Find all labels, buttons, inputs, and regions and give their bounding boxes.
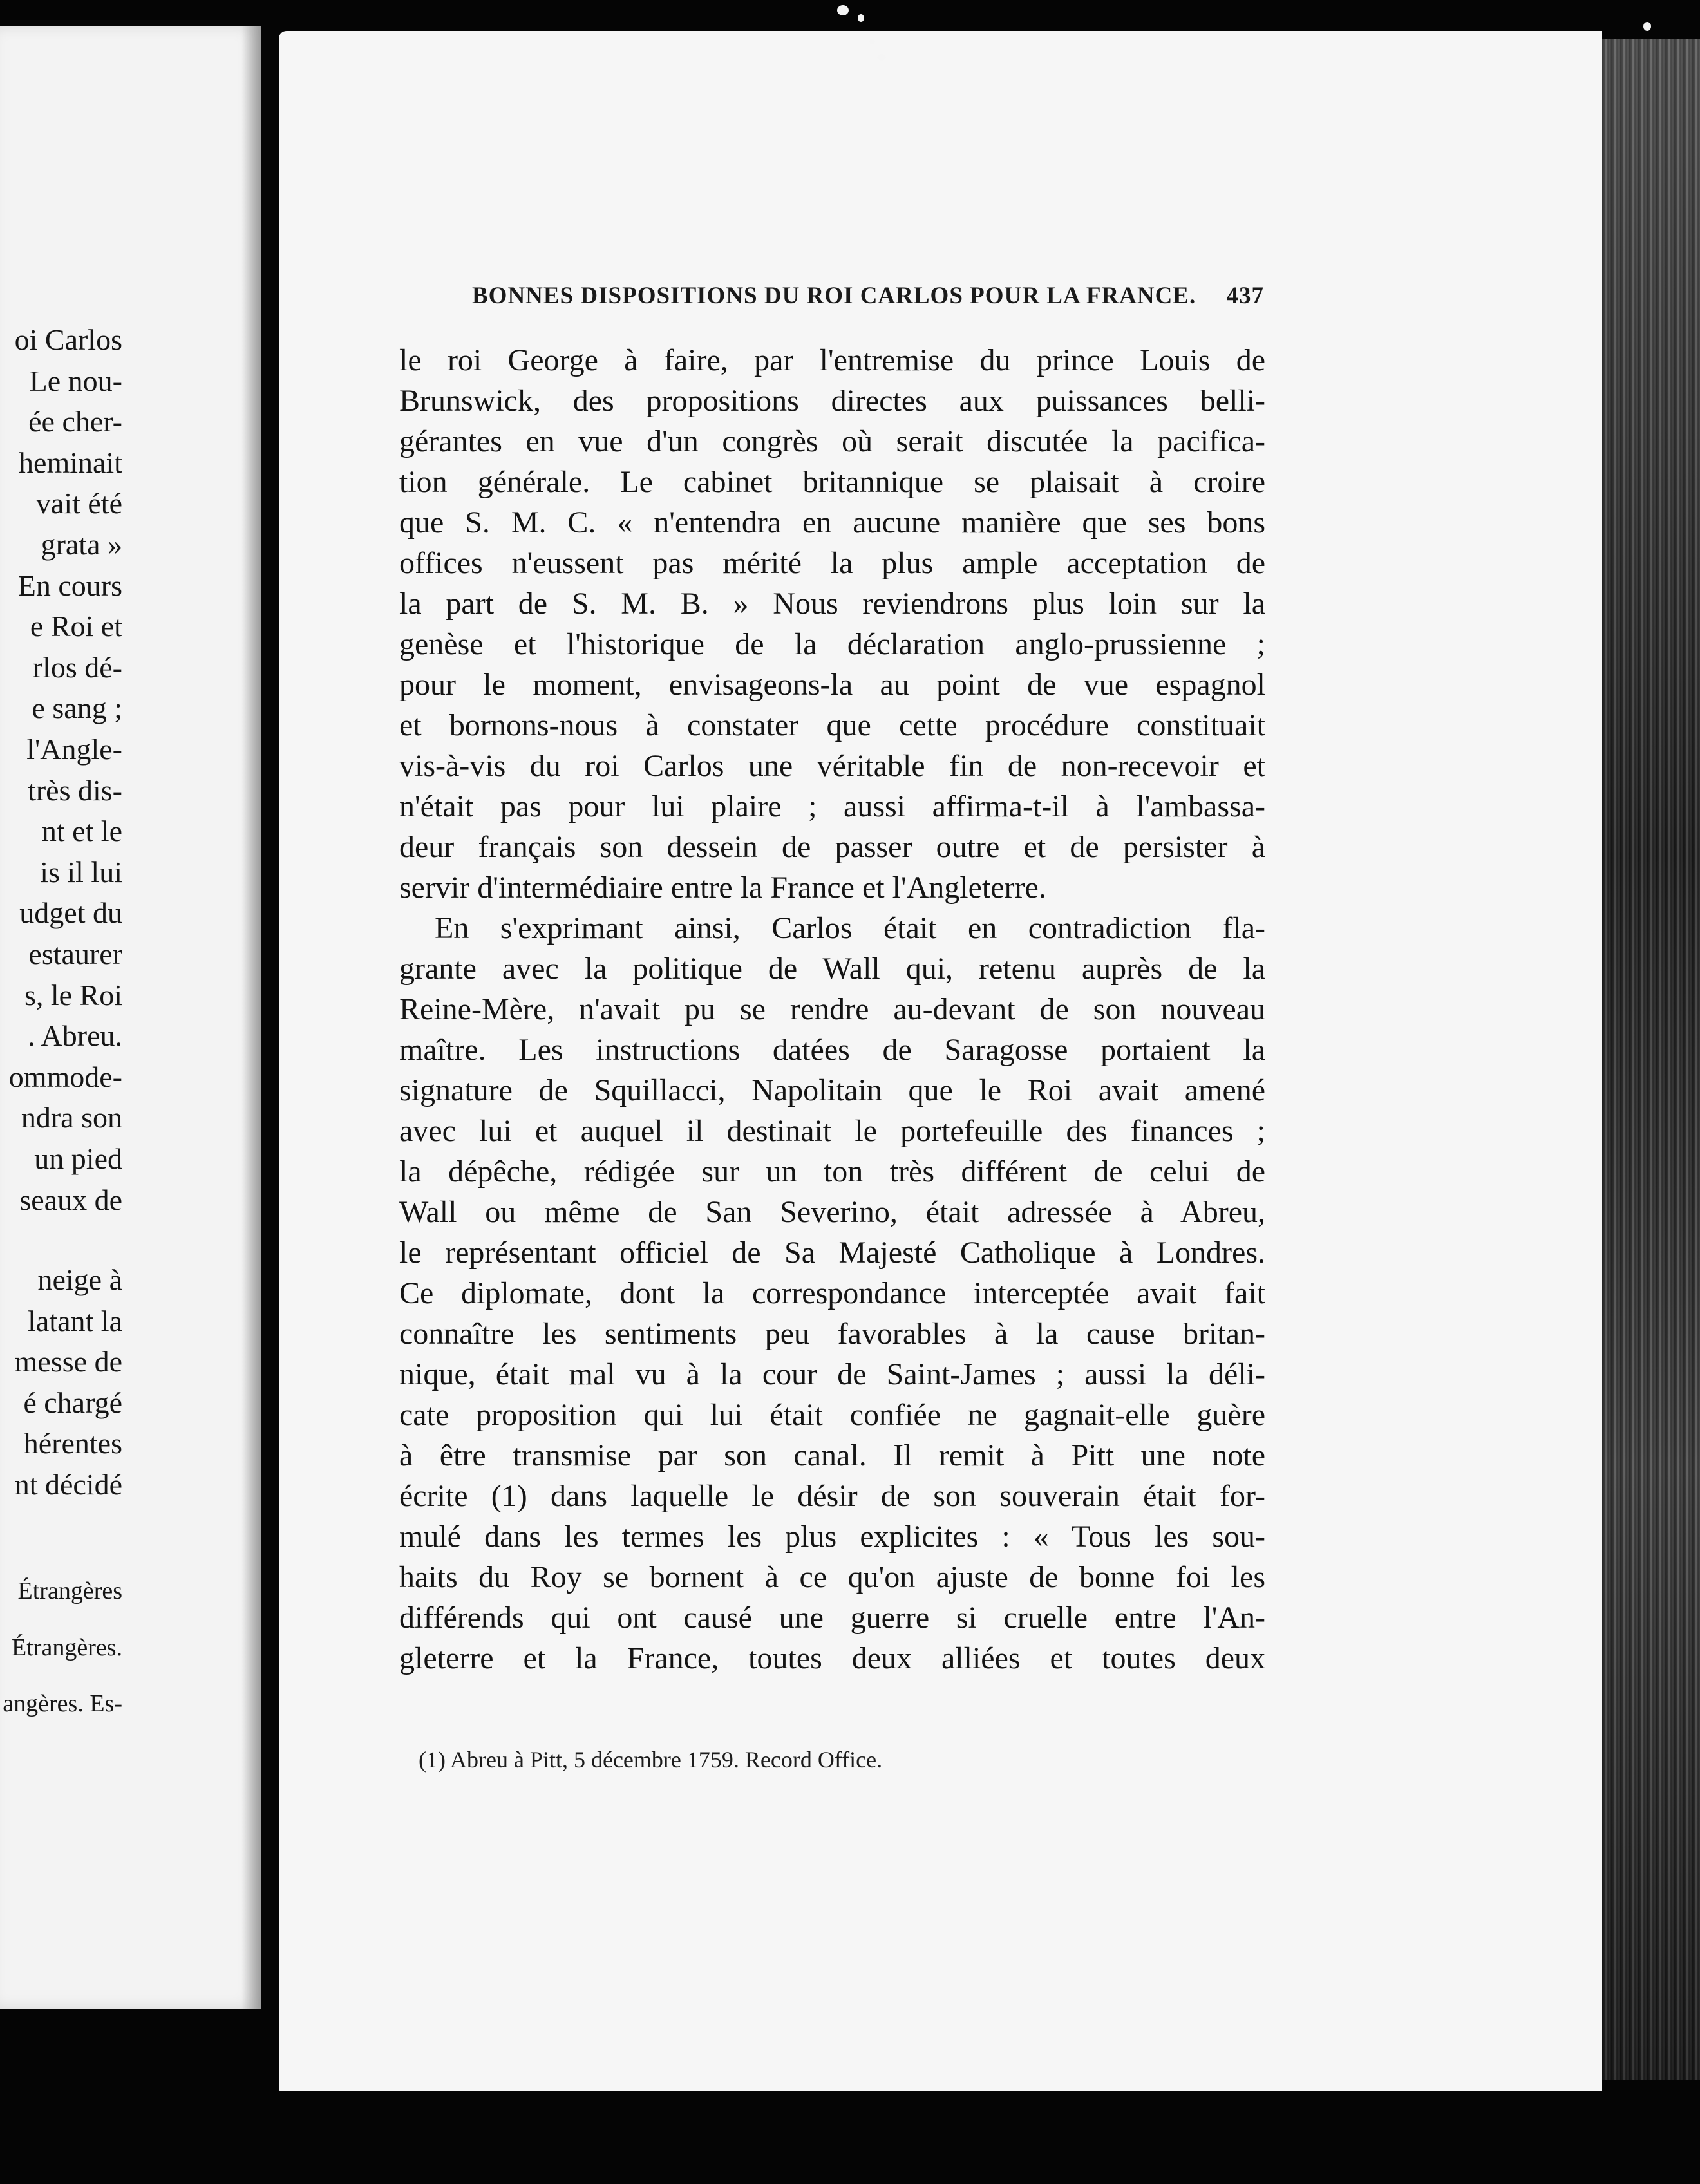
text-line: n'était pas pour lui plaire ; aussi affirma-t-il à l'ambassa- bbox=[399, 789, 1265, 824]
body-text bbox=[399, 340, 1265, 1679]
text-line: différends qui ont causé une guerre si cruelle entre l'An- bbox=[399, 1601, 1265, 1635]
left-page-line: l'Angle- bbox=[26, 733, 122, 766]
left-page-fragment bbox=[0, 26, 261, 2009]
scan-speck bbox=[869, 39, 875, 44]
text-line: Wall ou même de San Severino, était adressée à Abreu, bbox=[399, 1195, 1265, 1229]
left-page-footnote: Étrangères bbox=[17, 1577, 122, 1605]
left-page-line: messe de bbox=[14, 1345, 122, 1379]
text-line: deur français son dessein de passer outre et de persister à bbox=[399, 830, 1265, 864]
left-page-line: e Roi et bbox=[30, 610, 122, 643]
text-line: Brunswick, des propositions directes aux puissances belli- bbox=[399, 384, 1265, 418]
left-page-line: ée cher- bbox=[28, 405, 122, 438]
left-page-line: En cours bbox=[17, 569, 122, 602]
text-line: et bornons-nous à constater que cette procédure constituait bbox=[399, 708, 1265, 742]
text-line: servir d'intermédiaire entre la France et l'Angleterre. bbox=[399, 871, 1046, 905]
text-line: connaître les sentiments peu favorables à la cause britan- bbox=[399, 1317, 1265, 1351]
left-page-line: ommode- bbox=[8, 1060, 122, 1093]
text-line: à être transmise par son canal. Il remit à Pitt une note bbox=[399, 1438, 1265, 1473]
left-page-line: estaurer bbox=[28, 937, 122, 970]
footnote: (1) Abreu à Pitt, 5 décembre 1759. Record Office. bbox=[419, 1747, 883, 1773]
left-page-line: latant la bbox=[28, 1304, 122, 1337]
text-line: la dépêche, rédigée sur un ton très différent de celui de bbox=[399, 1154, 1265, 1189]
text-line: En s'exprimant ainsi, Carlos était en contradiction fla- bbox=[435, 911, 1265, 945]
left-page-line: hérentes bbox=[23, 1427, 122, 1460]
text-line: gleterre et la France, toutes deux alliées et toutes deux bbox=[399, 1641, 1265, 1675]
text-line: gérantes en vue d'un congrès où serait discutée la pacifica- bbox=[399, 424, 1265, 458]
left-page-line: oi Carlos bbox=[14, 323, 122, 356]
running-head-title: BONNES DISPOSITIONS DU ROI CARLOS POUR LA FRANCE. bbox=[472, 283, 1196, 309]
scan-speck bbox=[1643, 22, 1651, 31]
left-page-line: ndra son bbox=[21, 1101, 122, 1134]
text-line: haits du Roy se bornent à ce qu'on ajuste de bonne foi les bbox=[399, 1560, 1265, 1594]
left-page-line: s, le Roi bbox=[24, 978, 122, 1012]
left-page-line: grata » bbox=[41, 528, 122, 561]
scan-speck bbox=[877, 54, 886, 61]
left-page-line: nt décidé bbox=[14, 1468, 122, 1501]
left-page-line: seaux de bbox=[19, 1183, 122, 1216]
scan-speck bbox=[837, 5, 849, 15]
left-page-footnote: Étrangères. bbox=[12, 1634, 122, 1661]
text-line: grante avec la politique de Wall qui, retenu auprès de la bbox=[399, 952, 1265, 986]
text-line: le représentant officiel de Sa Majesté Catholique à Londres. bbox=[399, 1236, 1265, 1270]
paragraph-2 bbox=[399, 908, 1265, 1679]
page-number: 437 bbox=[1226, 283, 1264, 309]
text-line: le roi George à faire, par l'entremise du prince Louis de bbox=[399, 343, 1265, 377]
text-line: signature de Squillacci, Napolitain que le Roi avait amené bbox=[399, 1073, 1265, 1107]
left-page-line: vait été bbox=[35, 487, 122, 520]
text-line: avec lui et auquel il destinait le portefeuille des finances ; bbox=[399, 1114, 1265, 1148]
text-line: tion générale. Le cabinet britannique se plaisait à croire bbox=[399, 465, 1265, 499]
left-page-line: rlos dé- bbox=[32, 650, 122, 684]
text-line: mulé dans les termes les plus explicites : « Tous les sou- bbox=[399, 1520, 1265, 1554]
gutter-shadow bbox=[241, 26, 261, 2009]
text-line: nique, était mal vu à la cour de Saint-James ; aussi la déli- bbox=[399, 1357, 1265, 1391]
left-page-line: udget du bbox=[19, 896, 122, 930]
text-line: offices n'eussent pas mérité la plus ample acceptation de bbox=[399, 546, 1265, 580]
left-page-line: is il lui bbox=[40, 855, 122, 889]
left-page-line: é chargé bbox=[23, 1386, 122, 1419]
text-line: maître. Les instructions datées de Saragosse portaient la bbox=[399, 1033, 1265, 1067]
text-line: la part de S. M. B. » Nous reviendrons plus loin sur la bbox=[399, 587, 1265, 621]
scan-speck bbox=[858, 14, 864, 22]
left-page-line: nt et le bbox=[41, 814, 122, 848]
left-page-line: très dis- bbox=[28, 773, 122, 807]
left-page-line: heminait bbox=[19, 446, 122, 479]
text-line: que S. M. C. « n'entendra en aucune manière que ses bons bbox=[399, 505, 1265, 540]
left-page-footnote: angères. Es- bbox=[3, 1690, 122, 1717]
left-page-line: un pied bbox=[34, 1142, 122, 1175]
left-page-line: neige à bbox=[37, 1263, 122, 1296]
left-page-line: e sang ; bbox=[32, 692, 122, 725]
book-page-edges bbox=[1594, 39, 1700, 2080]
text-line: vis-à-vis du roi Carlos une véritable fin de non-recevoir et bbox=[399, 749, 1265, 783]
text-line: pour le moment, envisageons-la au point de vue espagnol bbox=[399, 668, 1265, 702]
left-page-line: Le nou- bbox=[29, 364, 122, 397]
left-page-line: . Abreu. bbox=[28, 1019, 122, 1053]
text-line: Reine-Mère, n'avait pu se rendre au-devant de son nouveau bbox=[399, 992, 1265, 1026]
running-head bbox=[472, 282, 1264, 321]
paragraph-1 bbox=[399, 340, 1265, 908]
text-line: écrite (1) dans laquelle le désir de son souverain était for- bbox=[399, 1479, 1265, 1513]
text-line: Ce diplomate, dont la correspondance interceptée avait fait bbox=[399, 1276, 1265, 1310]
text-line: genèse et l'historique de la déclaration anglo-prussienne ; bbox=[399, 627, 1265, 661]
text-line: cate proposition qui lui était confiée ne gagnait-elle guère bbox=[399, 1398, 1265, 1432]
